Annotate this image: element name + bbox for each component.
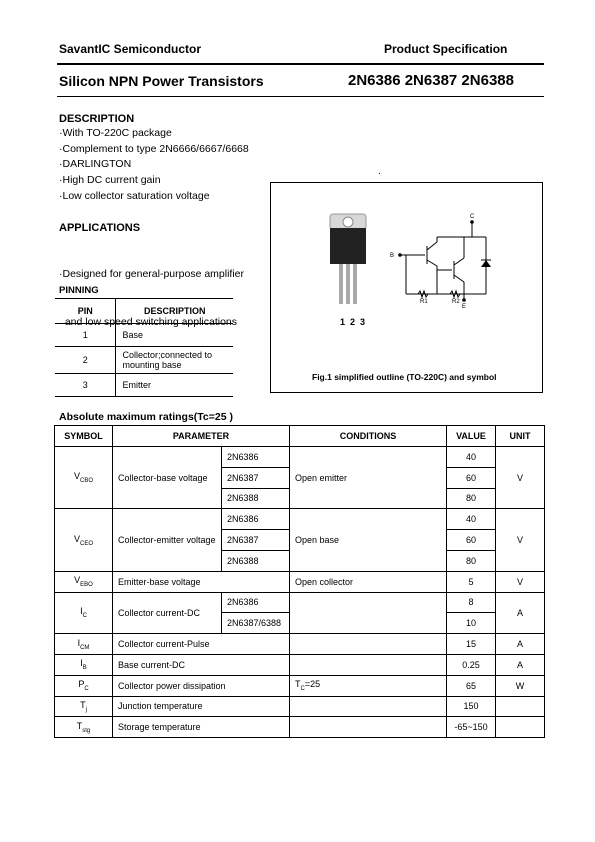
part-cell: 2N6386 — [222, 592, 290, 613]
symbol-cell: $P_C$ — [55, 675, 113, 696]
applications-item: ·Designed for general-purpose amplifier — [59, 268, 245, 281]
column-header: VALUE — [447, 426, 496, 447]
condition-cell — [290, 696, 447, 717]
pin-description: Emitter — [116, 374, 233, 397]
parameter-cell: Storage temperature — [113, 717, 290, 738]
parameter-cell: Collector current-DC — [113, 592, 222, 634]
value-cell: 150 — [447, 696, 496, 717]
value-cell: 60 — [447, 530, 496, 551]
emitter-label: E — [462, 304, 467, 310]
table-row — [55, 592, 545, 613]
value-cell: 40 — [447, 509, 496, 530]
table-header-row — [55, 426, 545, 447]
parameter-cell: Collector power dissipation — [113, 675, 290, 696]
part-cell: 2N6387/6388 — [222, 613, 290, 634]
value-cell: 15 — [447, 634, 496, 655]
condition-cell: $T_C=25$ — [290, 675, 447, 696]
table-row — [55, 634, 545, 655]
table-row — [55, 696, 545, 717]
unit-cell: A — [496, 634, 545, 655]
part-cell: 2N6386 — [222, 509, 290, 530]
value-cell: 10 — [447, 613, 496, 634]
description-item: ·DARLINGTON — [59, 158, 132, 171]
symbol-cell: $I_B$ — [55, 654, 113, 675]
table-row — [55, 447, 545, 468]
unit-cell: V — [496, 509, 545, 571]
table-row — [55, 571, 545, 592]
condition-cell — [290, 634, 447, 655]
part-cell: 2N6387 — [222, 467, 290, 488]
parameter-cell: Collector current-Pulse — [113, 634, 290, 655]
pin-description: Collector;connected to mounting base — [116, 347, 233, 374]
diode-symbol — [481, 260, 491, 267]
symbol-cell: $I_C$ — [55, 592, 113, 634]
unit-cell — [496, 717, 545, 738]
unit-cell: A — [496, 592, 545, 634]
pinning-table — [55, 298, 233, 397]
value-cell: 8 — [447, 592, 496, 613]
column-header: PARAMETER — [113, 426, 290, 447]
column-header: UNIT — [496, 426, 545, 447]
value-cell: 80 — [447, 488, 496, 509]
part-numbers-title: 2N6386 2N6387 2N6388 — [348, 72, 514, 89]
condition-cell — [290, 592, 447, 634]
collector-label: C — [470, 214, 475, 220]
condition-cell — [290, 717, 447, 738]
table-row — [55, 324, 233, 347]
condition-cell: Open collector — [290, 571, 447, 592]
pin-number: 1 — [55, 324, 116, 347]
company-name: SavantIC Semiconductor — [59, 42, 202, 56]
condition-cell — [290, 654, 447, 675]
base-label: B — [390, 253, 395, 259]
value-cell: -65~150 — [447, 717, 496, 738]
parameter-cell: Base current-DC — [113, 654, 290, 675]
pin-number: 2 — [55, 347, 116, 374]
document-type: Product Specification — [384, 42, 508, 56]
part-cell: 2N6388 — [222, 550, 290, 571]
r2-label: R2 — [452, 299, 460, 305]
pin-number-labels: 1 2 3 — [340, 317, 366, 327]
table-row — [55, 374, 233, 397]
table-row — [55, 347, 233, 374]
applications-item: and low speed switching applications — [59, 315, 238, 328]
pinning-heading: PINNING — [59, 285, 99, 296]
figure-caption: Fig.1 simplified outline (TO-220C) and symbol — [312, 372, 497, 382]
parameter-cell: Junction temperature — [113, 696, 290, 717]
description-item: ·With TO-220C package — [59, 127, 172, 139]
header-divider — [57, 63, 544, 65]
condition-cell: Open emitter — [290, 447, 447, 509]
description-item: ·High DC current gain — [59, 174, 161, 187]
symbol-cell: $T_{stg}$ — [55, 717, 113, 738]
value-cell: 80 — [447, 550, 496, 571]
pin-number: 3 — [55, 374, 116, 397]
table-row — [55, 717, 545, 738]
column-header: DESCRIPTION — [116, 299, 233, 324]
pin-description: Base — [116, 324, 233, 347]
table-header-row — [55, 299, 233, 324]
package-and-symbol-figure — [270, 182, 543, 393]
ratings-heading: Absolute maximum ratings(Tc=25 ) — [59, 411, 233, 423]
unit-cell: V — [496, 447, 545, 509]
darlington-symbol — [400, 222, 486, 300]
description-heading: DESCRIPTION — [59, 113, 135, 125]
symbol-cell: $V_{CBO}$ — [55, 447, 113, 509]
parameter-cell: Emitter-base voltage — [113, 571, 290, 592]
part-cell: 2N6386 — [222, 447, 290, 468]
product-line-title: Silicon NPN Power Transistors — [59, 73, 264, 89]
table-row — [55, 509, 545, 530]
parameter-cell: Collector-base voltage — [113, 447, 222, 509]
value-cell: 60 — [447, 467, 496, 488]
value-cell: 5 — [447, 571, 496, 592]
ratings-table — [54, 425, 545, 738]
part-cell: 2N6388 — [222, 488, 290, 509]
unit-cell: V — [496, 571, 545, 592]
applications-heading: APPLICATIONS — [59, 222, 141, 234]
symbol-cell: $T_j$ — [55, 696, 113, 717]
unit-cell: A — [496, 654, 545, 675]
description-list — [59, 126, 249, 205]
symbol-cell: $V_{CEO}$ — [55, 509, 113, 571]
parameter-cell: Collector-emitter voltage — [113, 509, 222, 571]
condition-cell: Open base — [290, 509, 447, 571]
title-divider — [57, 96, 544, 97]
table-row — [55, 654, 545, 675]
description-item: ·Low collector saturation voltage — [59, 189, 210, 202]
unit-cell — [496, 696, 545, 717]
figure-dot: . — [378, 166, 381, 177]
to220-package-image — [330, 214, 366, 304]
part-cell: 2N6387 — [222, 530, 290, 551]
column-header: PIN — [55, 299, 116, 324]
value-cell: 65 — [447, 675, 496, 696]
value-cell: 40 — [447, 447, 496, 468]
symbol-cell: $V_{EBO}$ — [55, 571, 113, 592]
table-row — [55, 675, 545, 696]
symbol-cell: $I_{CM}$ — [55, 634, 113, 655]
column-header: SYMBOL — [55, 426, 113, 447]
unit-cell: W — [496, 675, 545, 696]
r1-label: R1 — [420, 299, 428, 305]
column-header: CONDITIONS — [290, 426, 447, 447]
description-item: ·Complement to type 2N6666/6667/6668 — [59, 142, 249, 155]
value-cell: 0.25 — [447, 654, 496, 675]
